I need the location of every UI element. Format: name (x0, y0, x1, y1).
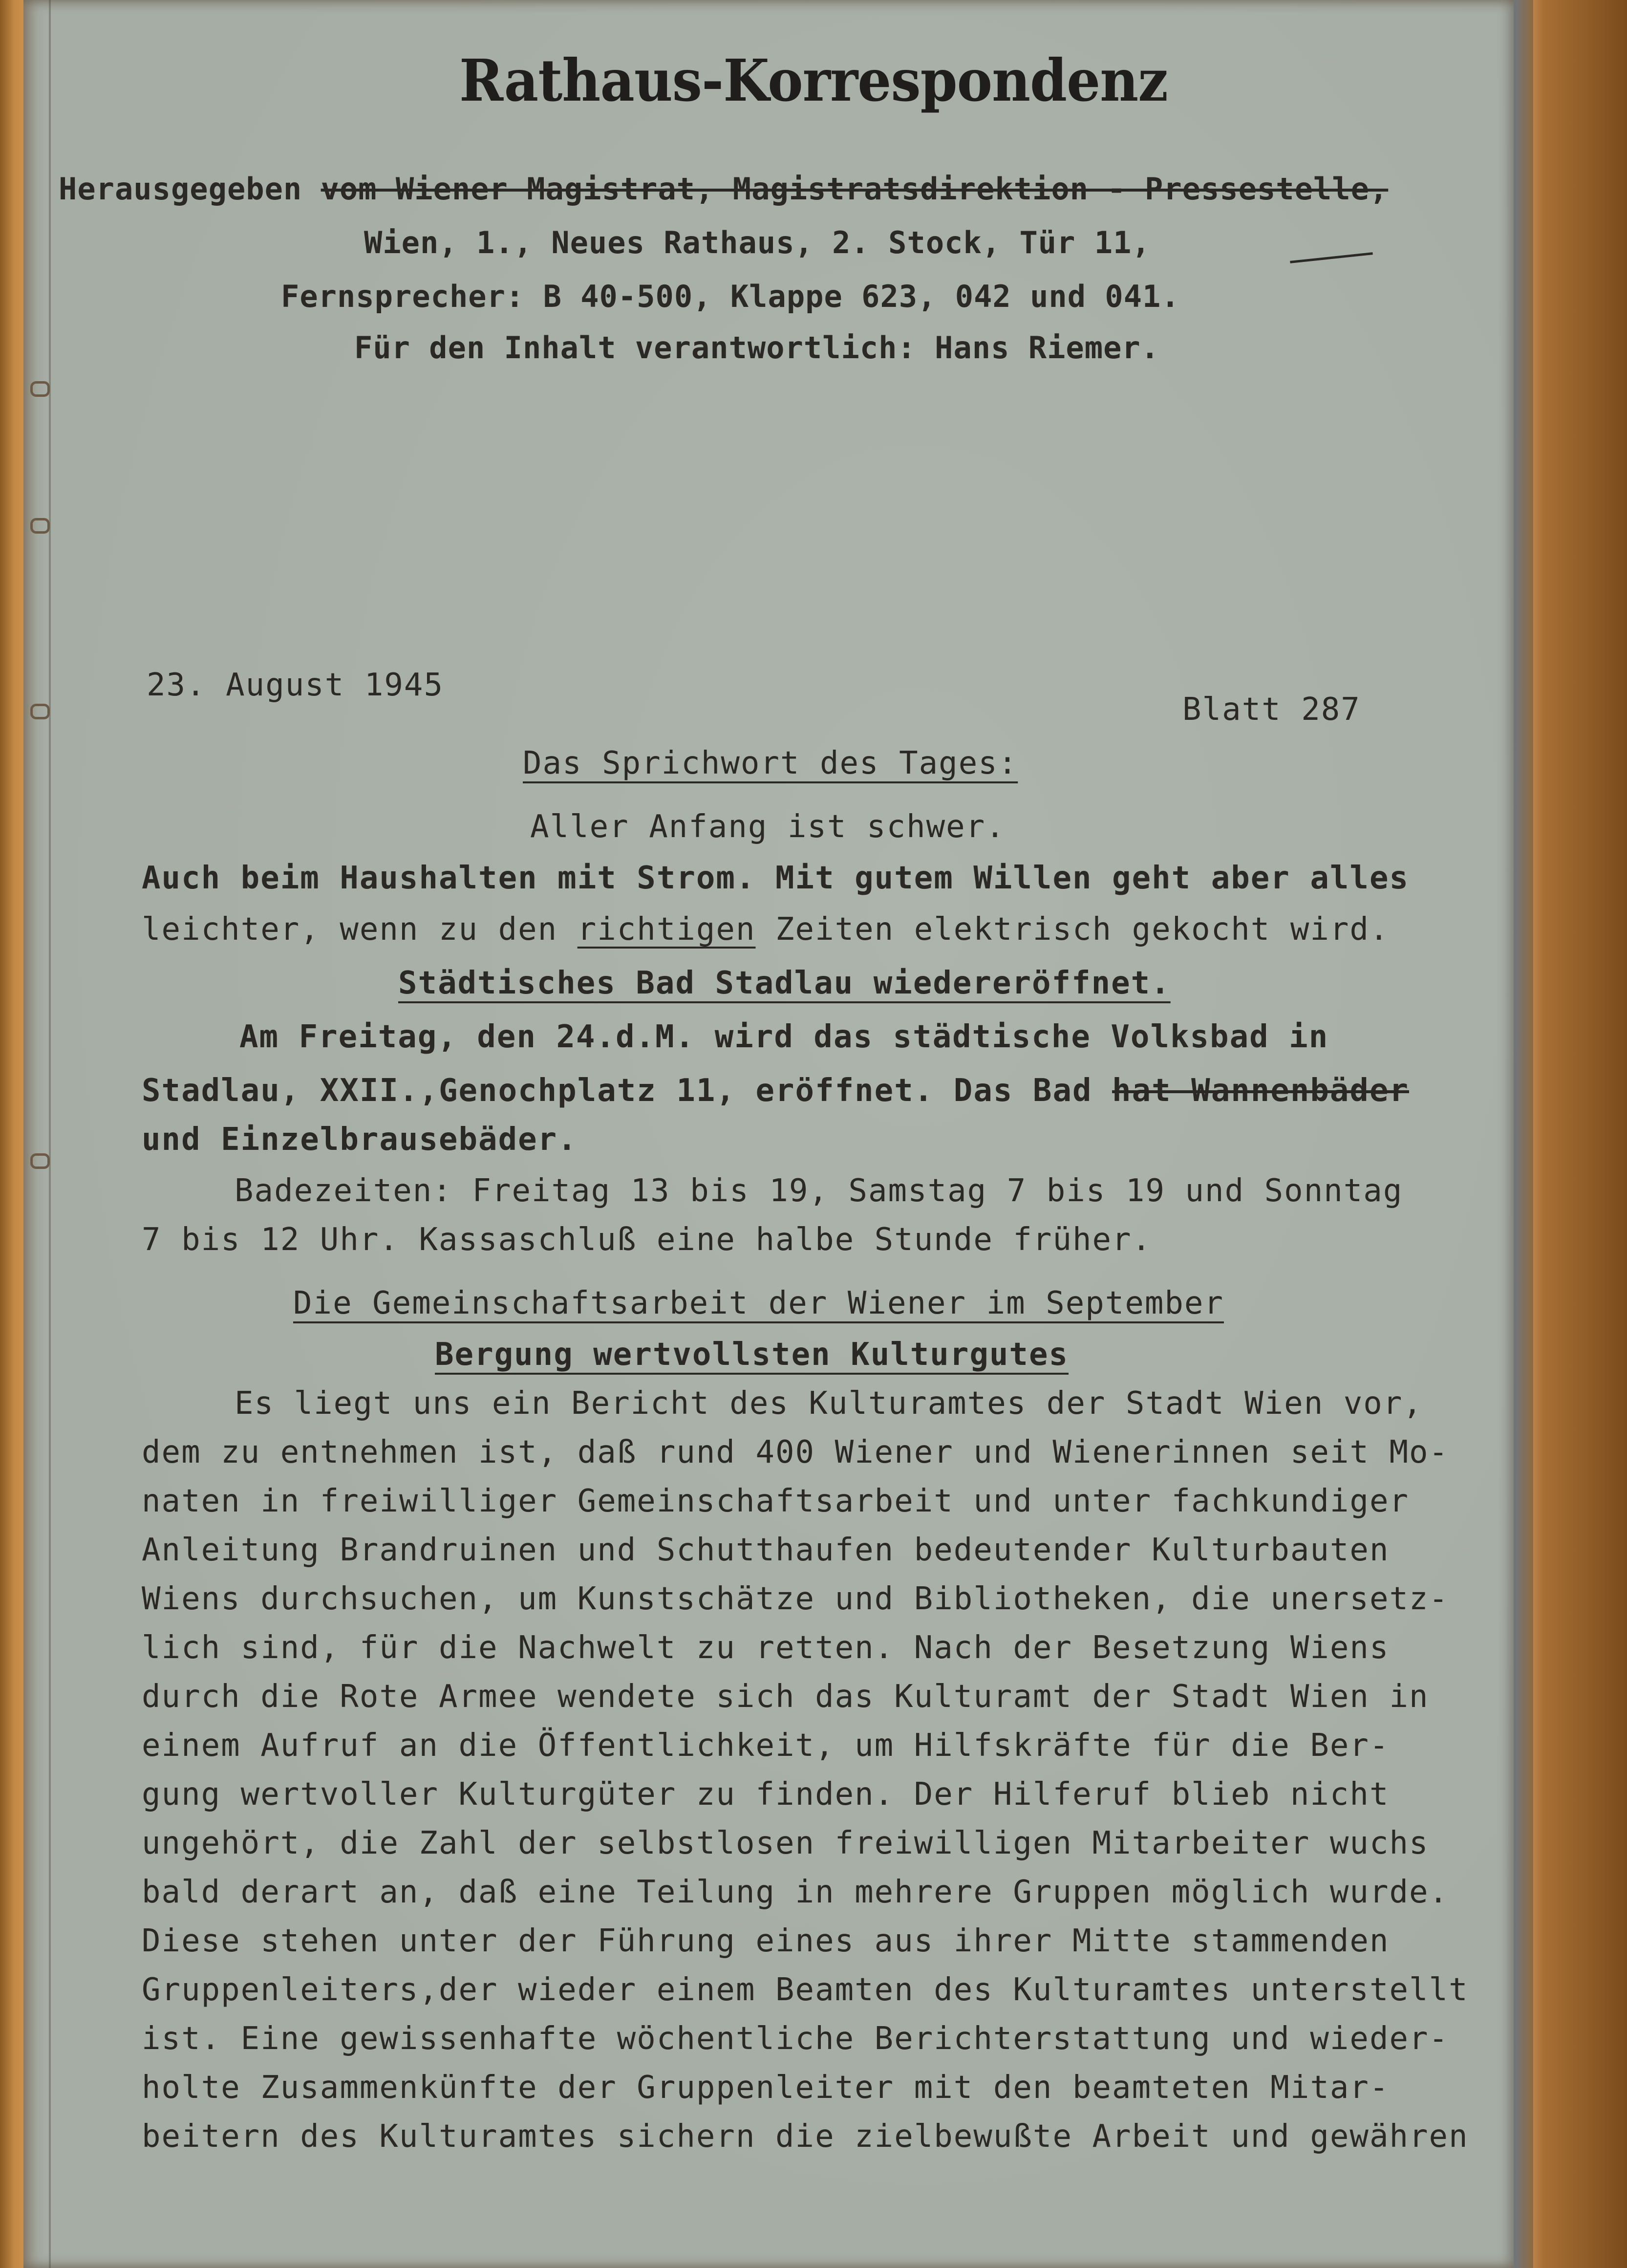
article-line: ungehört, die Zahl der selbstlosen freiwilligen Mitarbeiter wuchs (142, 1825, 1429, 1861)
publisher-struck-text: vom Wiener Magistrat, Magistratsdirektion - Pressestelle, (321, 171, 1389, 207)
document-date: 23. August 1945 (147, 667, 444, 703)
binding-hole (30, 704, 50, 719)
underlined-word: richtigen (577, 911, 756, 948)
article-line: und Einzelbrausebäder. (142, 1122, 578, 1158)
article-line: 7 bis 12 Uhr. Kassaschluß eine halbe Stunde früher. (142, 1222, 1152, 1258)
text-segment: leichter, wenn zu den (142, 911, 578, 948)
proverb-text-line: Auch beim Haushalten mit Strom. Mit gutem Willen geht aber alles (142, 860, 1409, 896)
phone-line: Fernsprecher: B 40-500, Klappe 623, 042 und 041. (281, 279, 1180, 314)
address-line: Wien, 1., Neues Rathaus, 2. Stock, Tür 11, (364, 225, 1151, 260)
proverb-text-line (142, 911, 1389, 948)
article-line: Anleitung Brandruinen und Schutthaufen bedeutender Kulturbauten (142, 1532, 1390, 1568)
binding-fold (49, 0, 51, 2268)
article-line: bald derart an, daß eine Teilung in mehrere Gruppen möglich wurde. (142, 1874, 1449, 1910)
article-line: beitern des Kulturamtes sichern die zielbewußte Arbeit und gewähren (142, 2118, 1469, 2155)
publisher-line (59, 171, 1388, 207)
page-edge (1514, 0, 1533, 2268)
proverb-saying: Aller Anfang ist schwer. (530, 809, 1006, 845)
binding-hole (30, 1153, 50, 1169)
article-line: Badezeiten: Freitag 13 bis 19, Samstag 7 bis 19 und Sonntag (235, 1173, 1403, 1209)
article-line: gung wertvoller Kulturgüter zu finden. Der Hilferuf blieb nicht (142, 1776, 1390, 1813)
article-line: Diese stehen unter der Führung eines aus ihrer Mitte stammenden (142, 1923, 1390, 1959)
article-line: lich sind, für die Nachwelt zu retten. Nach der Besetzung Wiens (142, 1630, 1390, 1666)
responsible-line: Für den Inhalt verantwortlich: Hans Riemer. (354, 330, 1160, 366)
article-line: dem zu entnehmen ist, daß rund 400 Wiener und Wienerinnen seit Mo- (142, 1434, 1449, 1470)
struck-text: hat Wannenbäder (1112, 1073, 1409, 1109)
masthead-title: Rathaus-Korrespondenz (459, 46, 1168, 114)
text-segment: Stadlau, XXII.,Genochplatz 11, eröffnet. Das Bad (142, 1073, 1113, 1109)
article-line: holte Zusammenkünfte der Gruppenleiter mit den beamteten Mitar- (142, 2070, 1390, 2106)
article-subheading: Bergung wertvollsten Kulturgutes (435, 1337, 1069, 1373)
article-line: Gruppenleiters,der wieder einem Beamten des Kulturamtes unterstellt (142, 1972, 1469, 2008)
text-segment: Zeiten elektrisch gekocht wird. (755, 911, 1390, 948)
article-line: naten in freiwilliger Gemeinschaftsarbeit und unter fachkundiger (142, 1483, 1409, 1519)
binding-hole (30, 381, 50, 397)
sheet-number: Blatt 287 (1182, 691, 1361, 728)
proverb-heading: Das Sprichwort des Tages: (523, 745, 1018, 781)
binding-hole (30, 518, 50, 534)
article-line (142, 1073, 1409, 1109)
publisher-prefix: Herausgegeben (59, 171, 321, 207)
article-heading: Die Gemeinschaftsarbeit der Wiener im September (293, 1285, 1224, 1321)
article-line: durch die Rote Armee wendete sich das Kulturamt der Stadt Wien in (142, 1679, 1429, 1715)
article-line: einem Aufruf an die Öffentlichkeit, um Hilfskräfte für die Ber- (142, 1728, 1390, 1764)
article-line: Am Freitag, den 24.d.M. wird das städtische Volksbad in (239, 1019, 1329, 1055)
article-line: Wiens durchsuchen, um Kunstschätze und Bibliotheken, die unersetz- (142, 1581, 1449, 1617)
article-line: Es liegt uns ein Bericht des Kulturamtes der Stadt Wien vor, (235, 1385, 1423, 1422)
article-heading: Städtisches Bad Stadlau wiedereröffnet. (398, 965, 1171, 1001)
article-line: ist. Eine gewissenhafte wöchentliche Berichterstattung und wieder- (142, 2021, 1449, 2057)
